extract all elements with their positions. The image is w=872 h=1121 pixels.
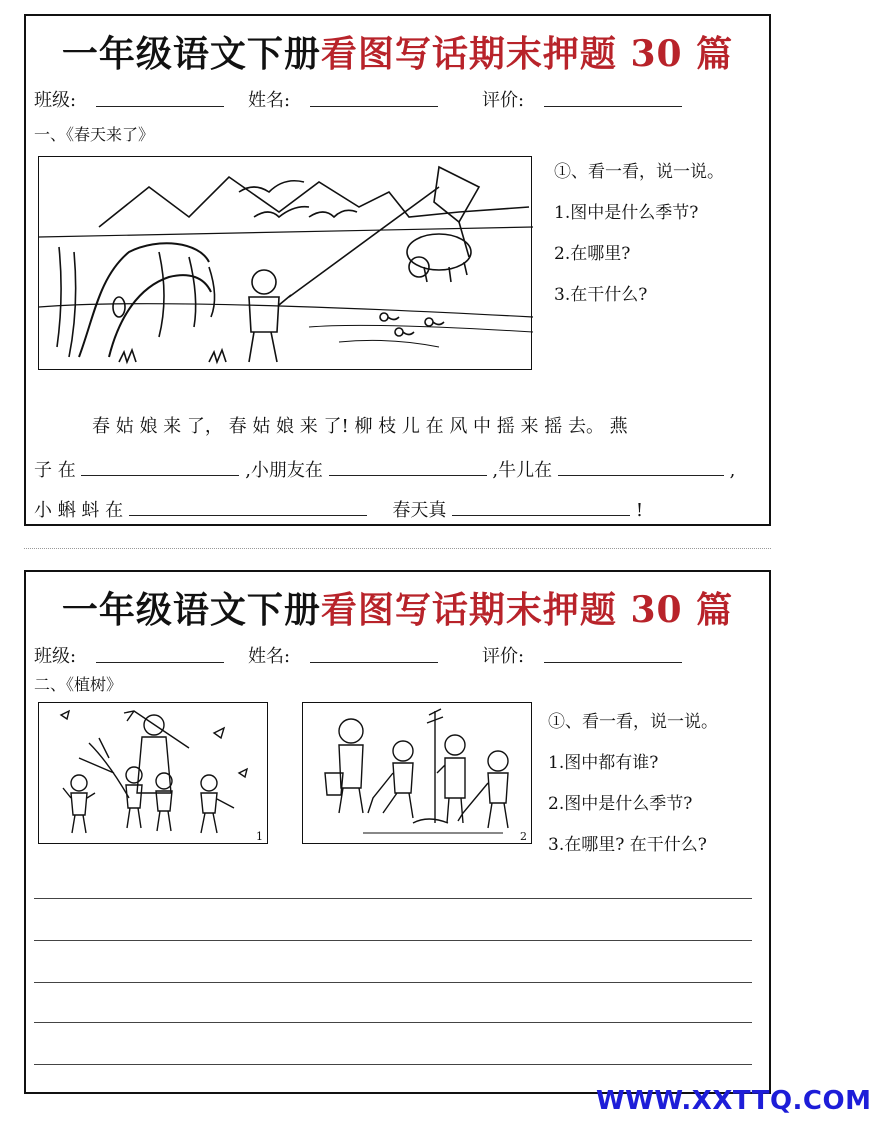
children-blank[interactable] (329, 457, 487, 476)
cut-divider (24, 548, 771, 549)
discussion-prompts (554, 152, 724, 316)
site-watermark: WWW.XXTTQ.COM (596, 1086, 872, 1116)
story-text: 子 在 (34, 460, 76, 481)
title-subject: 一年级语文下册 (61, 589, 321, 631)
class-label: 班级: (34, 90, 77, 111)
grade-field[interactable] (544, 662, 682, 663)
prompt-title: ①、看一看，说一说。 (554, 162, 724, 182)
class-field[interactable] (96, 106, 224, 107)
name-label: 姓名: (248, 646, 291, 667)
grade-label: 评价: (482, 646, 525, 667)
discussion-prompts (548, 702, 718, 866)
section-heading: 一、《春天来了》 (34, 125, 155, 144)
planting-picture-2 (302, 702, 532, 844)
title-topic: 看图写话期末押题 30 篇 (320, 33, 734, 75)
grade-field[interactable] (544, 106, 682, 107)
title-subject: 一年级语文下册 (61, 33, 321, 75)
spring-scene-illustration (38, 156, 532, 370)
name-label: 姓名: (248, 90, 291, 111)
story-text: ,小朋友在 (245, 460, 323, 481)
story-text: ,牛儿在 (492, 460, 553, 481)
class-label: 班级: (34, 646, 77, 667)
grade-label: 评价: (482, 90, 525, 111)
student-info-row (34, 642, 754, 668)
planting-picture-1 (38, 702, 268, 844)
writing-line[interactable] (34, 940, 752, 941)
name-field[interactable] (310, 662, 438, 663)
picture-number: 2 (520, 830, 527, 843)
worksheet-title (26, 26, 769, 77)
student-info-row (34, 86, 754, 112)
swallow-blank[interactable] (81, 457, 239, 476)
story-line-2 (34, 456, 759, 482)
tadpole-blank[interactable] (129, 497, 367, 516)
writing-line[interactable] (34, 982, 752, 983)
writing-line[interactable] (34, 1022, 752, 1023)
name-field[interactable] (310, 106, 438, 107)
story-line-3 (34, 496, 759, 522)
title-topic: 看图写话期末押题 30 篇 (320, 589, 734, 631)
worksheet-planting (24, 570, 771, 1094)
picture-number: 1 (256, 830, 263, 843)
prompt-title: ①、看一看，说一说。 (548, 712, 718, 732)
story-text: ! (635, 500, 644, 521)
question-item: 2.在哪里? (554, 244, 631, 264)
question-item: 1.图中都有谁? (548, 753, 659, 773)
story-line-1: 春 姑 娘 来 了， 春 姑 娘 来 了! 柳 枝 儿 在 风 中 摇 来 摇 去。 燕 (92, 416, 628, 437)
class-field[interactable] (96, 662, 224, 663)
question-item: 2.图中是什么季节? (548, 794, 693, 814)
question-item: 3.在哪里? 在干什么? (548, 835, 707, 855)
worksheet-spring (24, 14, 771, 526)
writing-line[interactable] (34, 898, 752, 899)
section-heading: 二、《植树》 (34, 675, 123, 694)
story-text: 春天真 (392, 500, 447, 521)
story-text: 小 蝌 蚪 在 (34, 500, 124, 521)
cow-blank[interactable] (558, 457, 724, 476)
worksheet-title (26, 582, 769, 633)
question-item: 3.在干什么? (554, 285, 648, 305)
question-item: 1.图中是什么季节? (554, 203, 699, 223)
writing-line[interactable] (34, 1064, 752, 1065)
story-text: , (729, 460, 736, 481)
spring-blank[interactable] (452, 497, 630, 516)
